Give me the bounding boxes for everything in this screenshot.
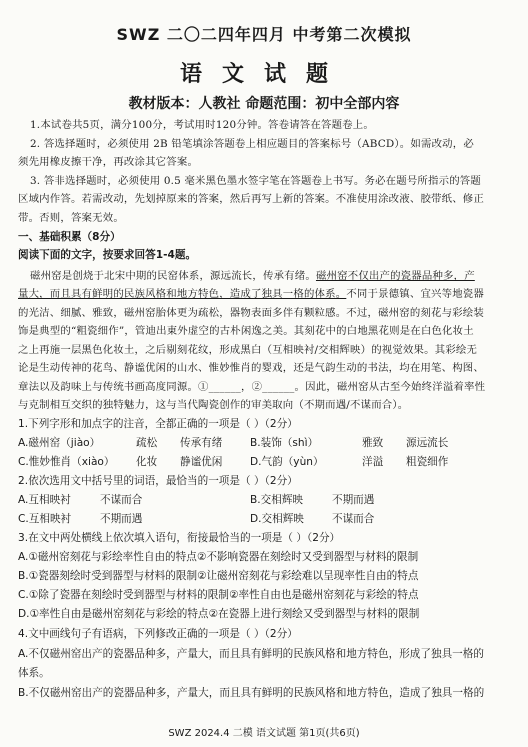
passage-line: 量大，而且具有鲜明的民族风格和地方特色，造成了独具一格的体系。不同于景德镇、宜兴等地瓷器: [18, 288, 484, 300]
passage-line: 之上再施一层黑色化妆土，之后剔刻花纹，形成黑白（互相映衬/交相辉映）的视觉效果。其彩绘无: [18, 344, 478, 356]
underlined-sentence: 磁州窑不仅出产的瓷器品种多，产: [315, 270, 475, 282]
q2-option-d: D.交相辉映 不谋而合: [250, 513, 375, 525]
q1-option-c: C.惟妙惟肖（xiào） 化妆 静谧优闲: [18, 456, 223, 468]
question-4-stem: 4.文中画线句子有语病，下列修改正确的一项是（ ）（2分）: [18, 628, 298, 640]
instruction-2-cont: 须先用橡皮擦干净，再改涂其它答案。: [18, 156, 199, 168]
passage-line: 论是生动传神的花鸟、静谧优闲的山水、惟妙惟肖的婴戏，还是气韵生动的书法，均在用笔、构图、: [18, 362, 484, 374]
passage-line: 磁州窑是创烧于北宋中期的民窑体系，源远流长，传承有绪。磁州窑不仅出产的瓷器品种多，产: [30, 270, 475, 282]
q2-option-a: A.互相映衬 不谋而合: [18, 494, 143, 506]
question-3-stem: 3.在文中两处横线上依次填入语句，衔接最恰当的一项是（ ）（2分）: [18, 532, 341, 544]
q3-option-d: D.①率性自由是磁州窑刻花与彩绘的特点②在瓷器上进行刻绘又受到器型与材料的限制: [18, 608, 420, 620]
section-heading: 一、基础积累（8分）: [18, 231, 121, 243]
instruction-1: 1.本试卷共5页，满分100分，考试用时120分钟。答卷请答在答题卷上。: [30, 119, 374, 131]
underlined-sentence: 量大，而且具有鲜明的民族风格和地方特色，造成了独具一格的体系。: [18, 288, 347, 300]
q4-option-b: B.不仅磁州窑出产的瓷器品种多，产量大，而且具有鲜明的民族风格和地方特色，造成了独具一格的: [18, 687, 485, 699]
q2-option-b: B.交相辉映 不期而遇: [250, 494, 375, 506]
q3-option-b: B.①瓷器刻绘时受到器型与材料的限制②让磁州窑刻花与彩绘难以呈现率性自由的特点: [18, 570, 419, 582]
q2-option-c: C.互相映衬 不期而遇: [18, 513, 143, 525]
instruction-3: 3. 答非选择题时，必须使用 0.5 毫米黑色墨水签字笔在答题卷上书写。务必在题号所指示的答题: [30, 175, 481, 187]
q4-option-a-cont: 体系。: [18, 667, 50, 679]
passage-line: 章法以及韵味上与传统书画高度同源。①______，②______。因此，磁州窑从古至今始终洋溢着率性: [18, 381, 486, 393]
q1-option-d: D.气韵（yùn） 洋溢 粗瓷细作: [250, 456, 449, 468]
passage-line: 与克制相互交织的独特魅力，这与当代陶瓷创作的审美取向（不期而遇/不谋而合）。: [18, 399, 409, 411]
passage-line: 饰是典型的“粗瓷细作”，管迪出東外虚空的古朴闲逸之美。其刻花中的白地黑花则是在白色化妆土: [18, 325, 474, 337]
instruction-3-end: 带。否则，答案无效。: [18, 212, 124, 224]
reading-prompt: 阅读下面的文字，按要求回答1-4题。: [18, 249, 197, 261]
exam-title: SWZ 二〇二四年四月 中考第二次模拟: [116, 25, 412, 44]
instruction-2: 2. 答选择题时，必须使用 2B 铅笔填涂答题卷上相应题目的答案标号（ABCD）。如需改动，必: [30, 138, 474, 150]
question-1-stem: 1.下列字形和加点字的注音，全都正确的一项是（ ）（2分）: [18, 418, 298, 430]
q1-option-a: A.磁州窑（jiào） 疏松 传承有绪: [18, 437, 223, 449]
page-footer: SWZ 2024.4 二模 语文试题 第1页(共6页): [168, 728, 360, 739]
q3-option-c: C.①除了瓷器在刻绘时受到器型与材料的限制②率性自由也是磁州窑刻花与彩绘的特点: [18, 589, 419, 601]
question-2-stem: 2.依次选用文中括号里的词语，最恰当的一项是（ ）（2分）: [18, 475, 298, 487]
q1-option-b: B.装饰（shì） 雅致 源远流长: [250, 437, 449, 449]
subject-title: 语文试题: [179, 62, 348, 87]
scope-line: 教材版本：人教社 命题范围：初中全部内容: [128, 96, 400, 112]
q4-option-a: A.不仅磁州窑出产的瓷器品种多，产量大，而且具有鲜明的民族风格和地方特色，形成了独具一格的: [18, 648, 484, 660]
q3-option-a: A.①磁州窑刻花与彩绘率性自由的特点②不影响瓷器在刻绘时又受到器型与材料的限制: [18, 551, 419, 563]
passage-line: 的光洁、细腻、雅致，磁州窑胎体更为疏松，器物表面多伴有颗粒感。不过，磁州窑的刻花与彩绘装: [18, 307, 484, 319]
instruction-3-cont: 区域内作答。若需改动，先划掉原来的答案，然后再写上新的答案。不准使用涂改液、胶带纸、修正: [18, 193, 484, 205]
